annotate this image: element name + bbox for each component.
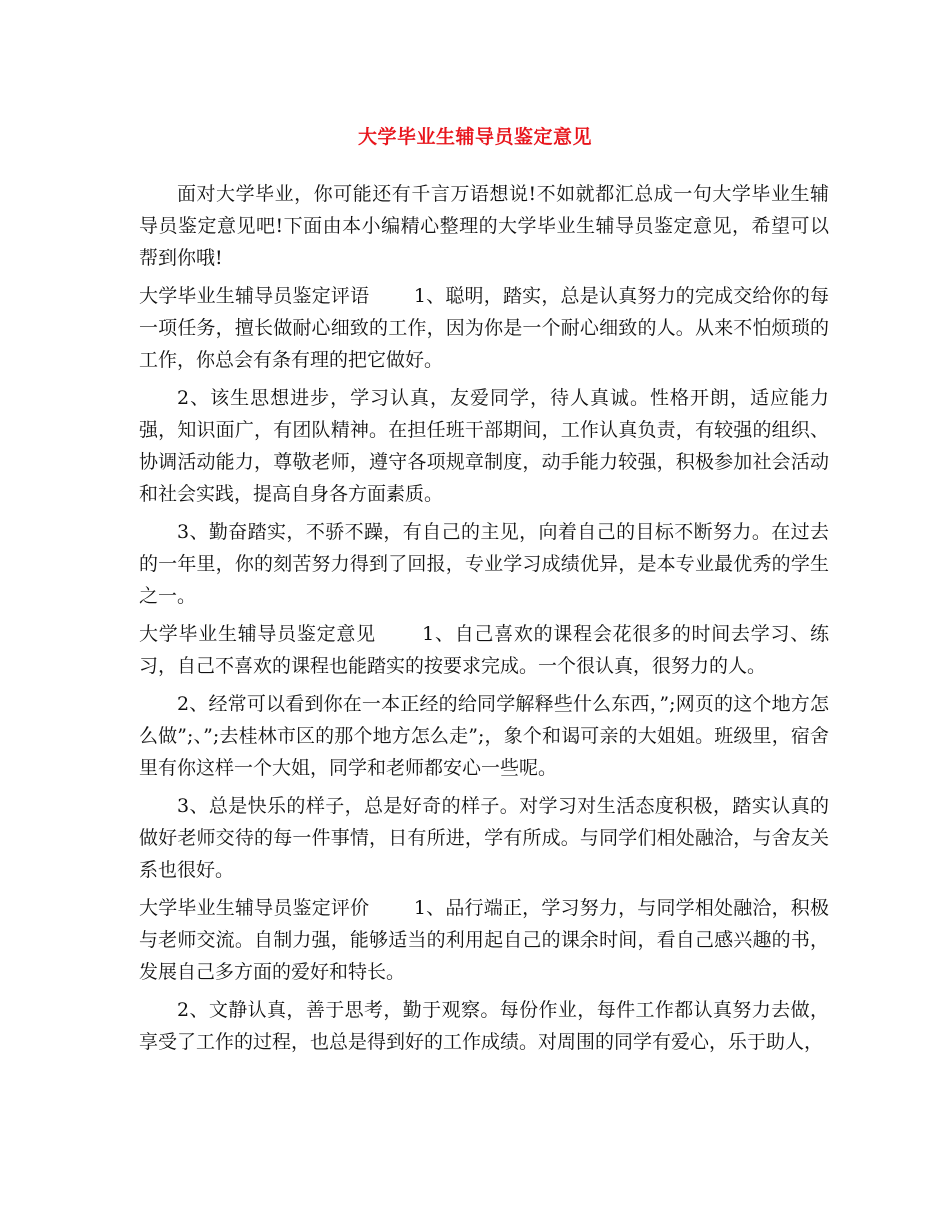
- paragraph-section-evaluation-1: 大学毕业生辅导员鉴定评语 1、聪明，踏实，总是认真努力的完成交给你的每一项任务，擅长做耐心细致的工作，因为你是一个耐心细致的人。从来不怕烦琐的工作，你总会有条有理的把它做好。: [139, 285, 829, 371]
- paragraph-assessment-2: 2、文静认真，善于思考，勤于观察。每份作业，每件工作都认真努力去做，享受了工作的过程，也总是得到好的工作成绩。对周围的同学有爱心，乐于助人，: [139, 999, 829, 1053]
- paragraph-section-assessment-1: 大学毕业生辅导员鉴定评价 1、品行端正，学习努力，与同学相处融洽，积极与老师交流。自制力强，能够适当的利用起自己的课余时间，看自己感兴趣的书，发展自己多方面的爱好和特长。: [139, 897, 829, 983]
- paragraph-section-opinion-1: 大学毕业生辅导员鉴定意见 1、自己喜欢的课程会花很多的时间去学习、练习，自己不喜欢的课程也能踏实的按要求完成。一个很认真，很努力的人。: [139, 623, 829, 677]
- paragraph-opinion-3: 3、总是快乐的样子，总是好奇的样子。对学习对生活态度积极，踏实认真的做好老师交待的每一件事情，日有所进，学有所成。与同学们相处融洽，与舍友关系也很好。: [139, 795, 829, 881]
- document-body: [139, 178, 829, 1064]
- paragraph-intro: 面对大学毕业，你可能还有千言万语想说!不如就都汇总成一句大学毕业生辅导员鉴定意见吧!下面由本小编精心整理的大学毕业生辅导员鉴定意见，希望可以帮到你哦!: [139, 183, 829, 269]
- paragraph-opinion-2: 2、经常可以看到你在一本正经的给同学解释些什么东西，”;网页的这个地方怎么做”;、”;去桂林市区的那个地方怎么走”;，象个和谒可亲的大姐姐。班级里，宿舍里有你这样一个大姐，同学和老师都安心一些呢。: [139, 693, 829, 779]
- paragraph-evaluation-3: 3、勤奋踏实，不骄不躁，有自己的主见，向着自己的目标不断努力。在过去的一年里，你的刻苦努力得到了回报，专业学习成绩优异，是本专业最优秀的学生之一。: [139, 521, 829, 607]
- document-title: 大学毕业生辅导员鉴定意见: [357, 126, 592, 148]
- paragraph-evaluation-2: 2、该生思想进步，学习认真，友爱同学，待人真诚。性格开朗，适应能力强，知识面广，有团队精神。在担任班干部期间，工作认真负责，有较强的组织、协调活动能力，尊敬老师，遵守各项规章制度，动手能力较强，积极参加社会活动和社会实践，提高自身各方面素质。: [139, 387, 829, 505]
